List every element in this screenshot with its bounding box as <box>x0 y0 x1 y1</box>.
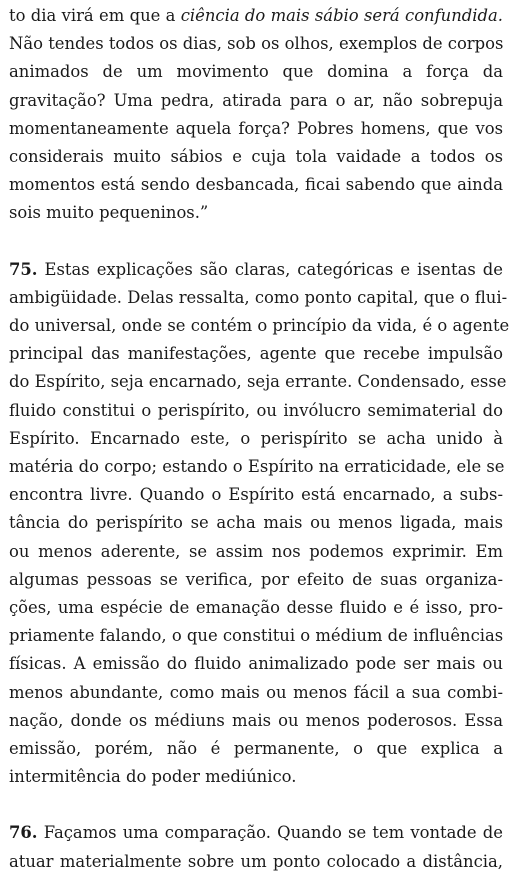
text-line: priamente falando, o que constitui o médium de influências <box>9 626 504 646</box>
text-line: atuar materialmente sobre um ponto colocado a distância, <box>9 851 503 871</box>
text-line: principal das manifestações, agente que recebe impulsão <box>9 344 503 364</box>
text-line: emissão, porém, não é permanente, o que explica a <box>9 739 503 759</box>
text-line: fluido constitui o perispírito, ou invólucro semimaterial do <box>9 400 503 420</box>
text-line <box>9 819 503 847</box>
section-75 <box>9 256 510 792</box>
paragraph-top <box>9 2 503 228</box>
section-number: 75. <box>9 259 38 279</box>
text-line: momentaneamente aquela força? Pobres homens, que vos <box>9 118 503 138</box>
section-76 <box>9 819 503 875</box>
text-line: intermitência do poder mediúnico. <box>9 767 297 787</box>
text-line: do Espírito, seja encarnado, seja errante. Condensado, esse <box>9 372 507 392</box>
text-line: ou menos aderente, se assim nos podemos exprimir. Em <box>9 541 503 561</box>
text-line: menos abundante, como mais ou menos fácil a sua combi- <box>9 682 503 702</box>
text-segment: Estas explicações são claras, categóricas e isentas de <box>37 259 503 279</box>
text-line: ções, uma espécie de emanação desse fluido e é isso, pro- <box>9 598 503 618</box>
section-number: 76. <box>9 823 38 843</box>
text-line: considerais muito sábios e cuja tola vaidade a todos os <box>9 147 503 167</box>
paragraph-gap <box>9 791 503 819</box>
text-line: sois muito pequeninos.” <box>9 203 209 223</box>
text-line: Espírito. Encarnado este, o perispírito se acha unido à <box>9 428 503 448</box>
text-line <box>9 2 503 30</box>
text-line: matéria do corpo; estando o Espírito na erraticidade, ele se <box>9 457 505 477</box>
text-line: encontra livre. Quando o Espírito está encarnado, a subs- <box>9 485 503 505</box>
book-page <box>9 2 510 876</box>
text-line: do universal, onde se contém o princípio da vida, é o agente <box>9 316 510 336</box>
text-line: momentos está sendo desbancada, ficai sabendo que ainda <box>9 175 503 195</box>
text-line: Não tendes todos os dias, sob os olhos, exemplos de corpos <box>9 34 504 54</box>
text-line: nação, donde os médiuns mais ou menos poderosos. Essa <box>9 710 503 730</box>
text-segment: Façamos uma comparação. Quando se tem vontade de <box>37 823 503 843</box>
text-line: ambigüidade. Delas ressalta, como ponto capital, que o flui- <box>9 287 508 307</box>
text-segment: to dia virá em que a <box>9 6 181 25</box>
text-line: tância do perispírito se acha mais ou menos ligada, mais <box>9 513 503 533</box>
text-line: algumas pessoas se verifica, por efeito de suas organiza- <box>9 569 503 589</box>
italic-quote: ciência do mais sábio será confundida. <box>180 6 504 25</box>
text-line <box>9 256 503 284</box>
text-line: gravitação? Uma pedra, atirada para o ar, não sobrepuja <box>9 90 503 110</box>
text-line: físicas. A emissão do fluido animalizado pode ser mais ou <box>9 654 503 674</box>
paragraph-gap <box>9 228 503 256</box>
text-line: animados de um movimento que domina a força da <box>9 62 503 82</box>
